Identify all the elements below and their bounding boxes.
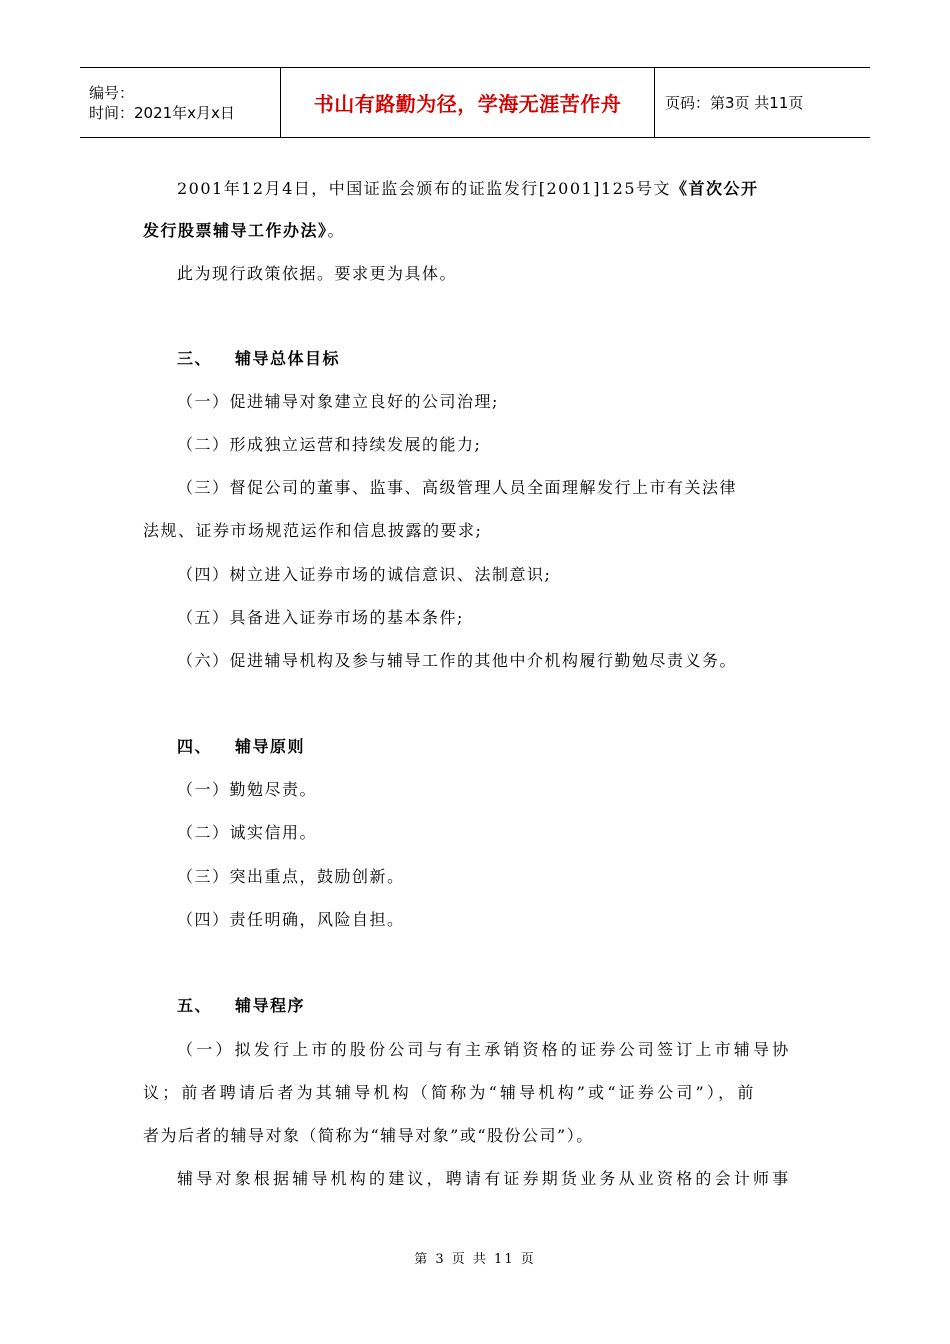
list-item-continuation: 者为后者的辅导对象（简称为“辅导对象”或“股份公司”）。	[143, 1126, 594, 1145]
section-5-number: 五、	[177, 996, 213, 1015]
header-motto-cell	[280, 68, 655, 137]
list-item: （二）诚实信用。	[177, 823, 318, 842]
list-item: （四）责任明确，风险自担。	[177, 910, 405, 929]
section-5-title: 辅导程序	[235, 996, 306, 1015]
document-title-part-2: 发行股票辅导工作办法》	[143, 221, 328, 240]
paragraph-1-line-1	[177, 176, 759, 199]
list-item: （三）督促公司的董事、监事、高级管理人员全面理解发行上市有关法律	[177, 478, 738, 497]
list-item: （四）树立进入证券市场的诚信意识、法制意识;	[177, 565, 552, 584]
header-meta	[80, 68, 280, 137]
header-page-cell	[655, 68, 870, 137]
header-number-label: 编号：	[89, 83, 135, 102]
section-4-heading	[177, 734, 305, 757]
list-item-continuation: 议；前者聘请后者为其辅导机构（简称为“辅导机构”或“证券公司”），前	[143, 1083, 757, 1102]
section-3-title: 辅导总体目标	[235, 349, 341, 368]
paragraph-2: 此为现行政策依据。要求更为具体。	[177, 264, 458, 283]
header-motto: 书山有路勤为径，学海无涯苦作舟	[313, 92, 622, 116]
document-header	[80, 67, 870, 138]
section-3-heading	[177, 346, 340, 369]
paragraph-1-line-2	[143, 218, 345, 241]
section-3-number: 三、	[177, 349, 213, 368]
paragraph-1-tail: 。	[327, 221, 346, 240]
header-page-label: 页码：第3页 共11页	[665, 94, 804, 112]
section-4-title: 辅导原则	[235, 737, 306, 756]
paragraph-1-text: 2001年12月4日，中国证监会颁布的证监发行[2001]125号文	[177, 179, 672, 198]
document-title-part-1: 《首次公开	[671, 179, 759, 198]
section-4-number: 四、	[177, 737, 213, 756]
list-item: （一）勤勉尽责。	[177, 780, 318, 799]
page-footer: 第 3 页 共 11 页	[414, 1252, 536, 1267]
list-item: （五）具备进入证券市场的基本条件;	[177, 608, 464, 627]
list-item: （六）促进辅导机构及参与辅导工作的其他中介机构履行勤勉尽责义务。	[177, 651, 738, 670]
header-date-label: 时间：2021年x月x日	[89, 103, 235, 122]
section-5-heading	[177, 993, 305, 1016]
list-item-continuation: 法规、证券市场规范运作和信息披露的要求;	[143, 521, 483, 540]
list-item: （一）拟发行上市的股份公司与有主承销资格的证券公司签订上市辅导协	[177, 1040, 792, 1059]
list-item: （二）形成独立运营和持续发展的能力;	[177, 435, 482, 454]
list-item: （一）促进辅导对象建立良好的公司治理;	[177, 392, 499, 411]
list-item: （三）突出重点，鼓励创新。	[177, 867, 405, 886]
paragraph: 辅导对象根据辅导机构的建议，聘请有证券期货业务从业资格的会计师事	[177, 1169, 792, 1188]
